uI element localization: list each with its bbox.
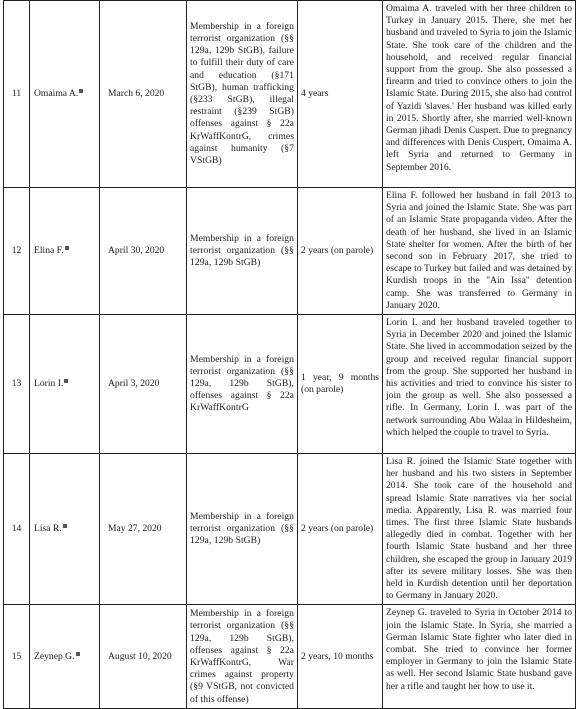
sentence-text: 2 years (on parole) — [298, 454, 383, 605]
conviction-date: April 3, 2020 — [100, 315, 187, 454]
sentence-text: 2 years (on parole) — [298, 188, 383, 315]
conviction-date: August 10, 2020 — [100, 605, 187, 709]
table-row — [4, 315, 576, 454]
case-narrative: Omaima A. traveled with her three children to Turkey in January 2015. There, she met her husband and traveled to Syria to join the Islamic State. She took care of the children and the household, and received regular financial support from the group. She also possessed a firearm and tried to convince others to join the Islamic State. During 2015, she also had control of Yazidi 'slaves.' Her husband was killed early in 2015. Shortly after, she married well-known German jihadi Denis Cuspert. Due to pregnancy and differences with Denis Cuspert, Omaima A. left Syria and returned to Germany in September 2016. — [383, 1, 576, 188]
footnote-marker-icon — [64, 379, 68, 383]
defendant-name: Lisa R. — [30, 454, 100, 605]
convictions-table — [3, 0, 576, 709]
table-row — [4, 454, 576, 605]
offense-text: Membership in a foreign terrorist organization (§§ 129a, 129b StGB), offenses against § 22a KrWaffKontrG, War crimes against property (§9 VStGB, not convicted of this offense) — [187, 605, 298, 709]
offense-text: Membership in a foreign terrorist organization (§§ 129a, 129b StGB) — [187, 454, 298, 605]
offense-text: Membership in a foreign terrorist organization (§§ 129a, 129b StGB), failure to fulfill their duty of care and education (§171 StGB), human trafficking (§233 StGB), illegal restraint (§239 StGB) offenses against § 22a KrWaffKontrG, crimes against humanity (§7 VStGB) — [187, 1, 298, 188]
defendant-name: Lorin I. — [30, 315, 100, 454]
table-row — [4, 188, 576, 315]
defendant-name: Zeynep G. — [30, 605, 100, 709]
row-number: 11 — [4, 1, 30, 188]
case-narrative: Elina F. followed her husband in fall 2013 to Syria and joined the Islamic State. She was part of an Islamic State propaganda video. After the death of her husband, she lived in an Islamic State shelter for women. After the birth of her second son in February 2017, she tried to escape to Turkey but failed and was detained by Kurdish troops in the "Ain Issa" detention camp. She was transferred to Germany in January 2020. — [383, 188, 576, 315]
table-row — [4, 605, 576, 709]
sentence-text: 1 year, 9 months (on parole) — [298, 315, 383, 454]
offense-text: Membership in a foreign terrorist organization (§§ 129a, 129b StGB), offenses against § 22a KrWaffKontrG — [187, 315, 298, 454]
conviction-date: April 30, 2020 — [100, 188, 187, 315]
footnote-marker-icon — [65, 246, 69, 250]
footnote-marker-icon — [79, 89, 83, 93]
table-row — [4, 1, 576, 188]
sentence-text: 2 years, 10 months — [298, 605, 383, 709]
offense-text: Membership in a foreign terrorist organization (§§ 129a, 129b StGB) — [187, 188, 298, 315]
row-number: 12 — [4, 188, 30, 315]
row-number: 15 — [4, 605, 30, 709]
defendant-name: Elina F. — [30, 188, 100, 315]
case-narrative: Zeynep G. traveled to Syria in October 2014 to join the Islamic State. In Syria, she married a German Islamic State fighter who later died in combat. She tried to convince her former employer in Germany to join the Islamic State as well. Her second Islamic State husband gave her a rifle and taught her how to use it. — [383, 605, 576, 709]
defendant-name: Omaima A. — [30, 1, 100, 188]
row-number: 13 — [4, 315, 30, 454]
footnote-marker-icon — [76, 652, 80, 656]
footnote-marker-icon — [63, 524, 67, 528]
case-narrative: Lisa R. joined the Islamic State together with her husband and his two sisters in September 2014. She took care of the household and spread Islamic State narratives via her social media. Apparently, Lisa R. was married four times. The first three Islamic State husbands allegedly died in combat. Together with her fourth Islamic State husband and her three children, she escaped the group in January 2019 after its severe military losses. She was then held in Kurdish detention until her deportation to Germany in January 2020. — [383, 454, 576, 605]
row-number: 14 — [4, 454, 30, 605]
conviction-date: March 6, 2020 — [100, 1, 187, 188]
sentence-text: 4 years — [298, 1, 383, 188]
case-narrative: Lorin I. and her husband traveled together to Syria in December 2020 and joined the Islamic State. She lived in accommodation seized by the group and received regular financial support from the group. She supported her husband in his activities and tried to convince his sister to join the group as well. She also possessed a rifle. In Germany, Lorin I. was part of the network surrounding Abu Walaa in Hildesheim, which helped the couple to travel to Syria. — [383, 315, 576, 454]
conviction-date: May 27, 2020 — [100, 454, 187, 605]
